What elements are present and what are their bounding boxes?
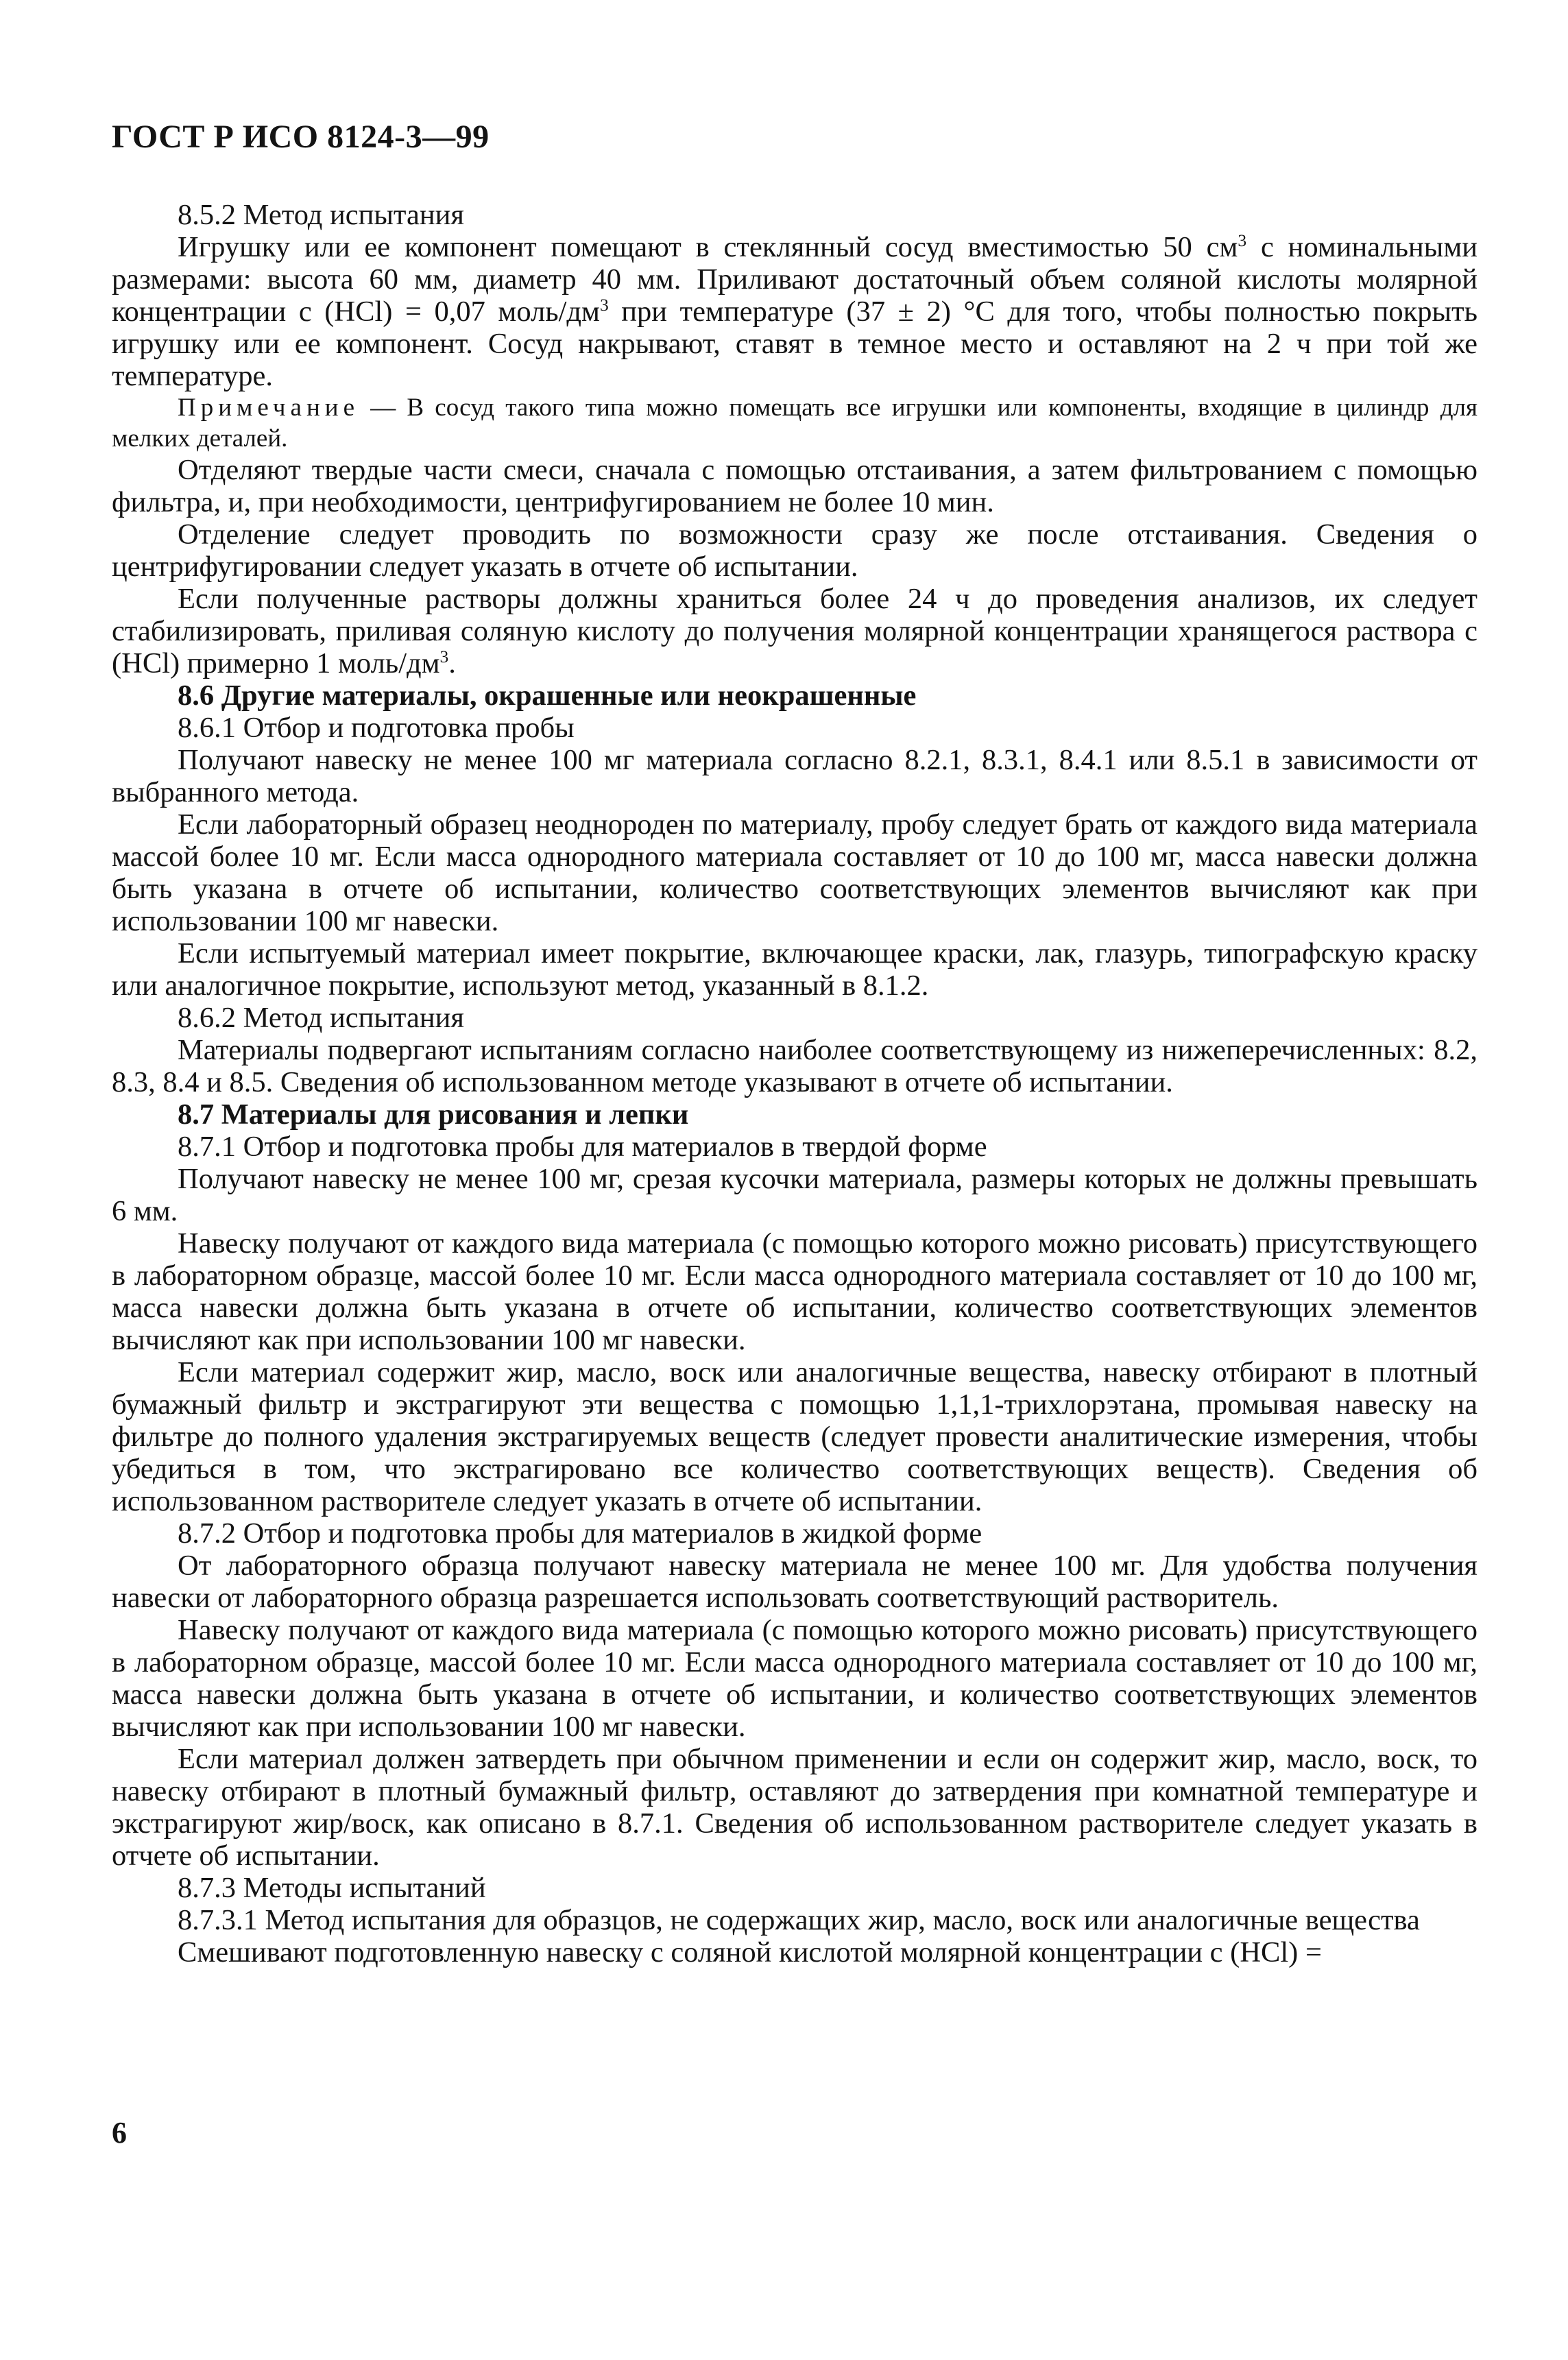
- document-body: [112, 199, 1477, 1968]
- paragraph-centrifuge: Отделение следует проводить по возможности сразу же после отстаивания. Сведения о центрифугировании следует указать в отчете об испытании.: [112, 518, 1477, 583]
- paragraph-8-7-3-1-mix: Смешивают подготовленную навеску с соляной кислотой молярной концентрации c (HCl) =: [178, 1936, 1322, 1968]
- note-label: Примечание: [178, 394, 359, 422]
- paragraph-8-7-1-extraction: Если материал содержит жир, масло, воск или аналогичные вещества, навеску отбирают в плотный бумажный фильтр и экстрагируют эти вещества с помощью 1,1,1-трихлорэтана, промывая навеску на фильтре до полного удаления экстрагируемых веществ (следует провести аналитические измерения, чтобы убедиться в том, что экстрагировано все количество соответствующих веществ). Сведения об использованном растворителе следует указать в отчете об испытании.: [112, 1356, 1477, 1517]
- paragraph-separation: Отделяют твердые части смеси, сначала с помощью отстаивания, а затем фильтрованием с помощью фильтра, и, при необходимости, центрифугированием не более 10 мин.: [112, 454, 1477, 518]
- paragraph-8-6-1-sample: Получают навеску не менее 100 мг материала согласно 8.2.1, 8.3.1, 8.4.1 или 8.5.1 в зависимости от выбранного метода.: [112, 744, 1477, 808]
- section-heading-8-6: 8.6 Другие материалы, окрашенные или неокрашенные: [178, 679, 917, 712]
- paragraph-8-6-2-method: Материалы подвергают испытаниям согласно наиболее соответствующему из нижеперечисленных: 8.2, 8.3, 8.4 и 8.5. Сведения об использованном методе указывают в отчете об испытании.: [112, 1034, 1477, 1098]
- paragraph-8-7-2-each-kind: Навеску получают от каждого вида материала (с помощью которого можно рисовать) присутствующего в лабораторном образце, массой более 10 мг. Если масса однородного материала составляет от 10 до 100 мг, масса навески должна быть указана в отчете об испытании, и количество соответствующих элементов вычисляют как при использовании 100 мг навески.: [112, 1614, 1477, 1743]
- paragraph-8-7-2-sample: От лабораторного образца получают навеску материала не менее 100 мг. Для удобства получения навески от лабораторного образца разрешается использовать соответствующий растворитель.: [112, 1550, 1477, 1614]
- paragraph-stabilize: [112, 583, 1477, 679]
- superscript: 3: [439, 646, 449, 666]
- page-number: 6: [112, 2116, 127, 2150]
- document-header: ГОСТ Р ИСО 8124-3—99: [112, 119, 490, 155]
- paragraph-8-7-1-heading: 8.7.1 Отбор и подготовка пробы для материалов в твердой форме: [178, 1131, 987, 1163]
- paragraph-8-7-2-harden: Если материал должен затвердеть при обычном применении и если он содержит жир, масло, воск, то навеску отбирают в плотный бумажный фильтр, оставляют до затвердения при комнатной температуре и экстрагируют жир/воск, как описано в 8.7.1. Сведения об использованном растворителе следует указать в отчете об испытании.: [112, 1743, 1477, 1872]
- paragraph-8-6-2-heading: 8.6.2 Метод испытания: [178, 1002, 464, 1034]
- paragraph-8-7-3-1-heading: 8.7.3.1 Метод испытания для образцов, не содержащих жир, масло, воск или аналогичные вещества: [178, 1904, 1420, 1936]
- text-fragment: при температуре (37 ± 2) °C для того, чтобы полностью покрыть игрушку или ее компонент. Сосуд накрывают, ставят в темное место и оставляют на 2 ч при той же температуре.: [112, 296, 1477, 392]
- superscript: 3: [599, 294, 609, 315]
- paragraph-8-6-1-inhomogeneous: Если лабораторный образец неоднороден по материалу, пробу следует брать от каждого вида материала массой более 10 мг. Если масса однородного материала составляет от 10 до 100 мг, масса навески должна быть указана в отчете об испытании, количество соответствующих элементов вычисляют как при использовании 100 мг навески.: [112, 808, 1477, 937]
- section-heading-8-7: 8.7 Материалы для рисования и лепки: [178, 1098, 689, 1131]
- paragraph-8-7-1-sample: Получают навеску не менее 100 мг, срезая кусочки материала, размеры которых не должны превышать 6 мм.: [112, 1163, 1477, 1227]
- text-fragment: .: [448, 647, 456, 679]
- note-paragraph: [112, 392, 1477, 454]
- text-fragment: с номинальными размерами: высота 60 мм, диаметр 40 мм. Приливают достаточный объем соляной кислоты молярной концентрации c (HCl) = 0,07 моль/дм: [112, 231, 1477, 328]
- text-fragment: Если полученные растворы должны храниться более 24 ч до проведения анализов, их следует стабилизировать, приливая соляную кислоту до получения молярной концентрации хранящегося раствора c (HCl) примерно 1 моль/дм: [112, 583, 1477, 679]
- note-text: — В сосуд такого типа можно помещать все игрушки или компоненты, входящие в цилиндр для мелких деталей.: [112, 394, 1477, 453]
- paragraph-8-7-3-heading: 8.7.3 Методы испытаний: [178, 1872, 486, 1904]
- paragraph-8-5-2-procedure: [112, 231, 1477, 392]
- superscript: 3: [1238, 230, 1247, 250]
- paragraph-8-5-2-heading: 8.5.2 Метод испытания: [178, 199, 464, 231]
- paragraph-8-7-1-each-kind: Навеску получают от каждого вида материала (с помощью которого можно рисовать) присутствующего в лабораторном образце, массой более 10 мг. Если масса однородного материала составляет от 10 до 100 мг, масса навески должна быть указана в отчете об испытании, количество соответствующих элементов вычисляют как при использовании 100 мг навески.: [112, 1227, 1477, 1356]
- paragraph-8-7-2-heading: 8.7.2 Отбор и подготовка пробы для материалов в жидкой форме: [178, 1517, 982, 1550]
- paragraph-8-6-1-coating: Если испытуемый материал имеет покрытие, включающее краски, лак, глазурь, типографскую краску или аналогичное покрытие, используют метод, указанный в 8.1.2.: [112, 937, 1477, 1002]
- paragraph-8-6-1-heading: 8.6.1 Отбор и подготовка пробы: [178, 712, 575, 744]
- text-fragment: Игрушку или ее компонент помещают в стеклянный сосуд вместимостью 50 см: [178, 231, 1238, 263]
